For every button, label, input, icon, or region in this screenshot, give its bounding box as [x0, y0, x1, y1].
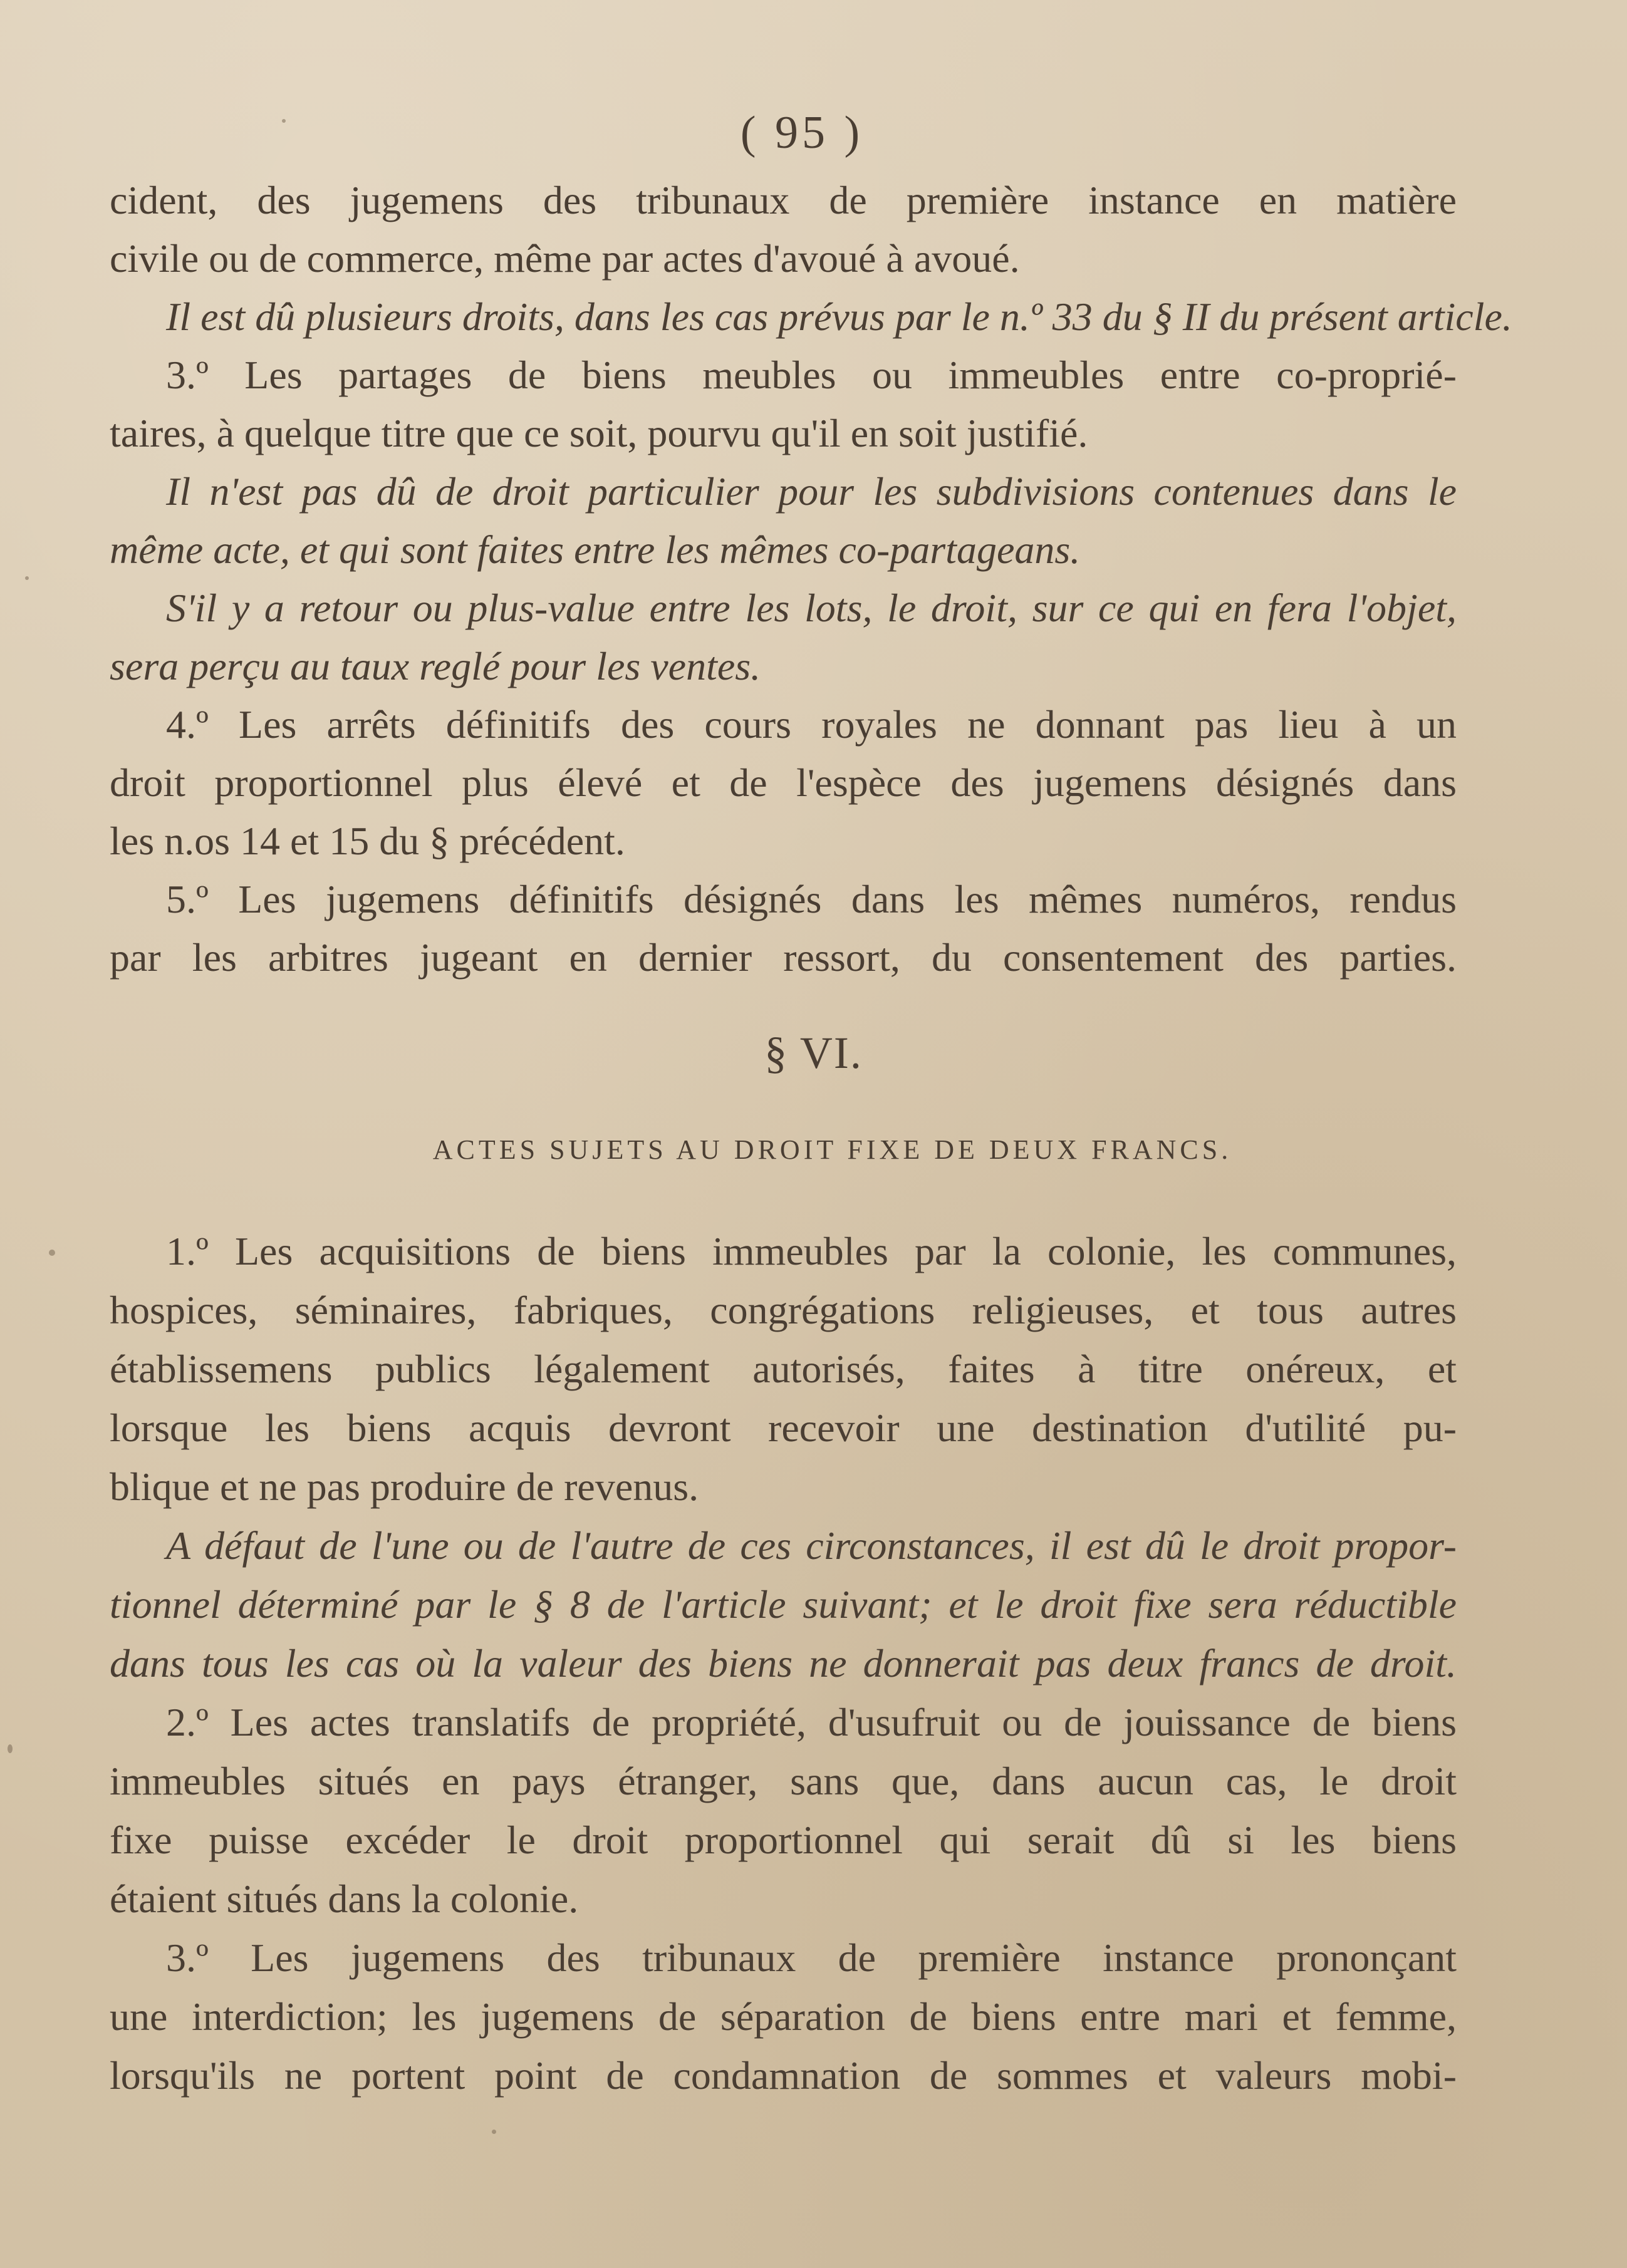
text-line: fixe puisse excéder le droit proportionnel qui serait dû si les biens	[110, 1818, 1457, 1862]
text-line: Il est dû plusieurs droits, dans les cas prévus par le n.º 33 du § II du présent article.	[166, 294, 1512, 339]
page-number: ( 95 )	[740, 107, 864, 158]
text-line: dans tous les cas où la valeur des biens ne donnerait pas deux francs de droit.	[110, 1641, 1457, 1685]
text-line: immeubles situés en pays étranger, sans que, dans aucun cas, le droit	[110, 1759, 1457, 1803]
paper-speck	[49, 1250, 55, 1256]
text-line: taires, à quelque titre que ce soit, pourvu qu'il en soit justifié.	[110, 411, 1088, 455]
text-line: même acte, et qui sont faites entre les mêmes co-partageans.	[110, 527, 1081, 572]
text-line: 5.º Les jugemens définitifs désignés dans les mêmes numéros, rendus	[166, 877, 1457, 921]
text-line: civile ou de commerce, même par actes d'avoué à avoué.	[110, 236, 1020, 281]
text-line: une interdiction; les jugemens de séparation de biens entre mari et femme,	[110, 1994, 1457, 2039]
text-line: 1.º Les acquisitions de biens immeubles par la colonie, les communes,	[166, 1229, 1457, 1273]
paper-speck	[492, 2130, 496, 2134]
text-line: 3.º Les partages de biens meubles ou immeubles entre co-proprié-	[166, 353, 1457, 397]
text-line: tionnel déterminé par le § 8 de l'article suivant; et le droit fixe sera réductible	[110, 1582, 1457, 1627]
text-line: lorsqu'ils ne portent point de condamnation de sommes et valeurs mobi-	[110, 2053, 1457, 2098]
text-line: A défaut de l'une ou de l'autre de ces circonstances, il est dû le droit propor-	[166, 1523, 1457, 1568]
text-line: Il n'est pas dû de droit particulier pour les subdivisions contenues dans le	[166, 469, 1457, 514]
text-line: lorsque les biens acquis devront recevoir une destination d'utilité pu-	[110, 1406, 1457, 1450]
text-line: cident, des jugemens des tribunaux de première instance en matière	[110, 178, 1457, 222]
text-line: 2.º Les actes translatifs de propriété, d'usufruit ou de jouissance de biens	[166, 1700, 1457, 1744]
text-line: blique et ne pas produire de revenus.	[110, 1464, 699, 1509]
text-line: établissemens publics légalement autorisés, faites à titre onéreux, et	[110, 1347, 1457, 1391]
text-line: sera perçu au taux reglé pour les ventes.	[110, 644, 761, 688]
text-line: droit proportionnel plus élevé et de l'espèce des jugemens désignés dans	[110, 760, 1457, 805]
text-line: étaient situés dans la colonie.	[110, 1877, 579, 1921]
text-line: 4.º Les arrêts définitifs des cours royales ne donnant pas lieu à un	[166, 702, 1457, 747]
paper-speck	[8, 1744, 13, 1753]
text-line: S'il y a retour ou plus-value entre les lots, le droit, sur ce qui en fera l'objet,	[166, 586, 1457, 630]
section-subtitle: ACTES SUJETS AU DROIT FIXE DE DEUX FRANCS.	[432, 1134, 1232, 1165]
section-title: § VI.	[764, 1028, 863, 1078]
text-line: les n.os 14 et 15 du § précédent.	[110, 819, 625, 863]
text-line: hospices, séminaires, fabriques, congrégations religieuses, et tous autres	[110, 1288, 1457, 1332]
text-line: 3.º Les jugemens des tribunaux de première instance prononçant	[166, 1935, 1457, 1980]
text-line: par les arbitres jugeant en dernier ressort, du consentement des parties.	[110, 935, 1457, 980]
paper-speck	[282, 119, 286, 123]
paper-speck	[25, 576, 29, 580]
